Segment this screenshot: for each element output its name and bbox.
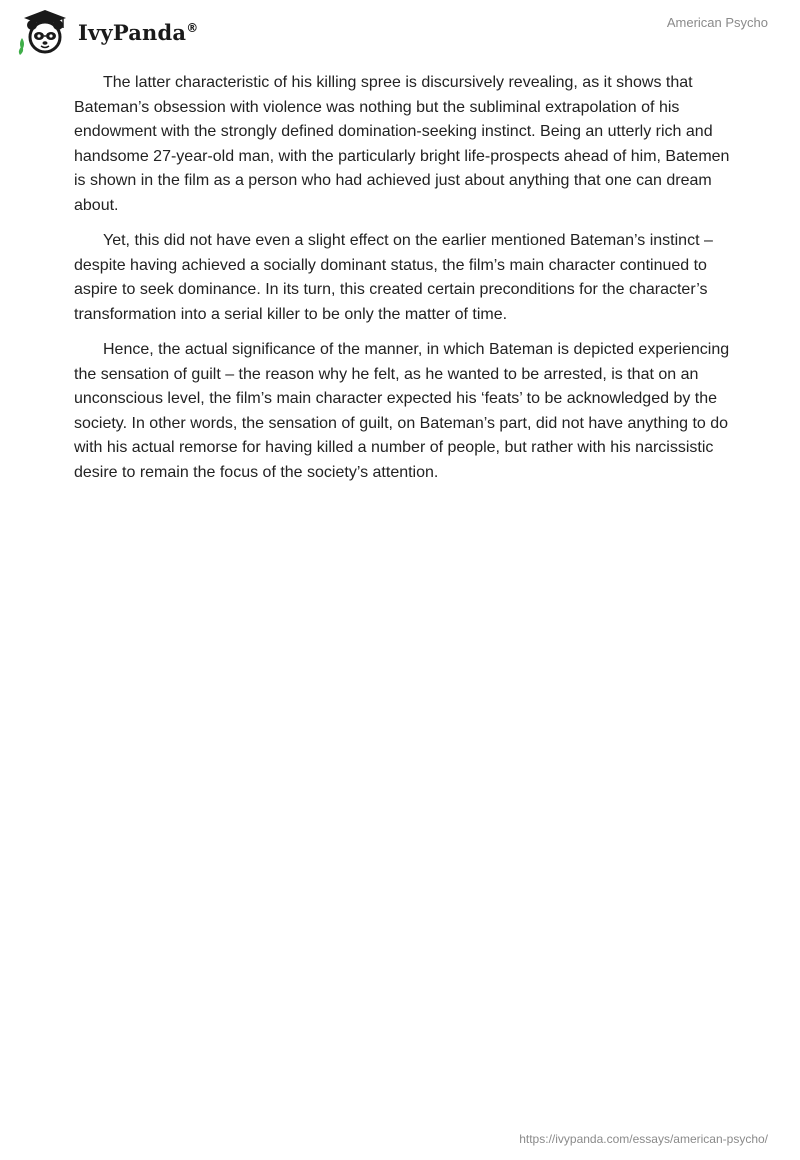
ivypanda-logo[interactable] [16, 8, 198, 56]
source-url[interactable]: https://ivypanda.com/essays/american-psycho/ [519, 1132, 768, 1146]
document-title: American Psycho [666, 15, 768, 30]
paragraph: Hence, the actual significance of the manner, in which Bateman is depicted experiencing the sensation of guilt – the reason why he felt, as he wanted to be arrested, is that on an unconscious level, the film’s main character expected his ‘feats’ to be acknowledged by the society. In other words, the sensation of guilt, on Bateman’s part, did not have anything to do with his actual remorse for having killed a number of people, but rather with his narcissistic desire to remain the focus of the society’s attention. [74, 341, 730, 481]
page-header [0, 0, 800, 64]
panda-graduate-icon [16, 8, 74, 56]
essay-body [74, 71, 734, 496]
paragraph: Yet, this did not have even a slight effect on the earlier mentioned Bateman’s instinct – despite having achieved a socially dominant status, the film’s main character continued to aspire to seek dominance. In its turn, this created certain preconditions for the character’s transformation into a serial killer to be only the matter of time. [74, 232, 713, 323]
registered-mark: ® [186, 20, 199, 35]
brand-name: IvyPanda® [78, 19, 199, 45]
paragraph: The latter characteristic of his killing spree is discursively revealing, as it shows that Bateman’s obsession with violence was nothing but the subliminal extrapolation of his endowment with the strongly defined domination-seeking instinct. Being an utterly rich and handsome 27-year-old man, with the particularly bright life-prospects ahead of him, Batemen is shown in the film as a person who had achieved just about anything that one can dream about. [74, 74, 730, 214]
